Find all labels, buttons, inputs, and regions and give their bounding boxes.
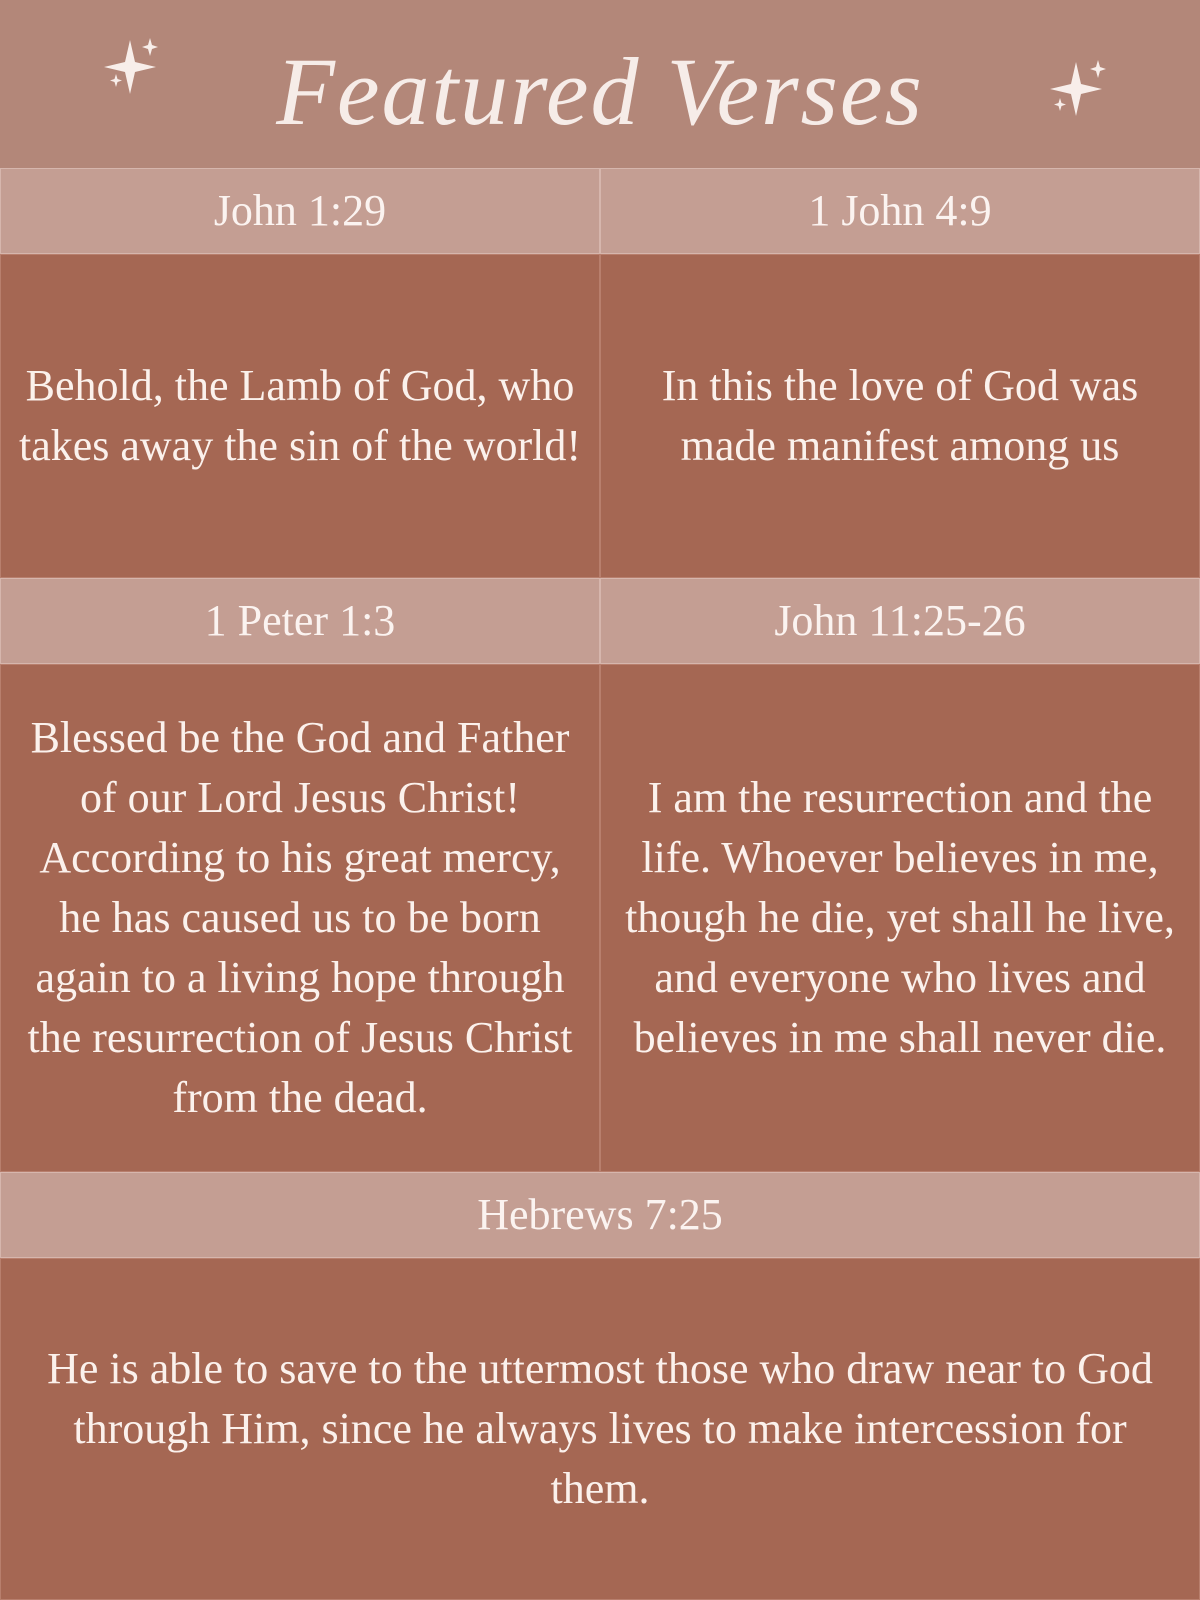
- verse-text: In this the love of God was made manifest among us: [600, 254, 1200, 578]
- verse-reference: 1 Peter 1:3: [0, 578, 600, 664]
- page-title: Featured Verses: [276, 38, 924, 145]
- header: [0, 0, 1200, 168]
- verses-grid: [0, 168, 1200, 1600]
- verse-text: I am the resurrection and the life. Whoever believes in me, though he die, yet shall he live, and everyone who lives and believes in me shall never die.: [600, 664, 1200, 1172]
- verse-reference: John 11:25-26: [600, 578, 1200, 664]
- verse-reference: 1 John 4:9: [600, 168, 1200, 254]
- sparkle-icon: [1046, 58, 1116, 128]
- verse-text: Behold, the Lamb of God, who takes away the sin of the world!: [0, 254, 600, 578]
- verse-text: He is able to save to the uttermost those who draw near to God through Him, since he always lives to make intercession for them.: [0, 1258, 1200, 1600]
- verse-reference: John 1:29: [0, 168, 600, 254]
- verse-text: Blessed be the God and Father of our Lord Jesus Christ! According to his great mercy, he has caused us to be born again to a living hope through the resurrection of Jesus Christ from the dead.: [0, 664, 600, 1172]
- verse-reference: Hebrews 7:25: [0, 1172, 1200, 1258]
